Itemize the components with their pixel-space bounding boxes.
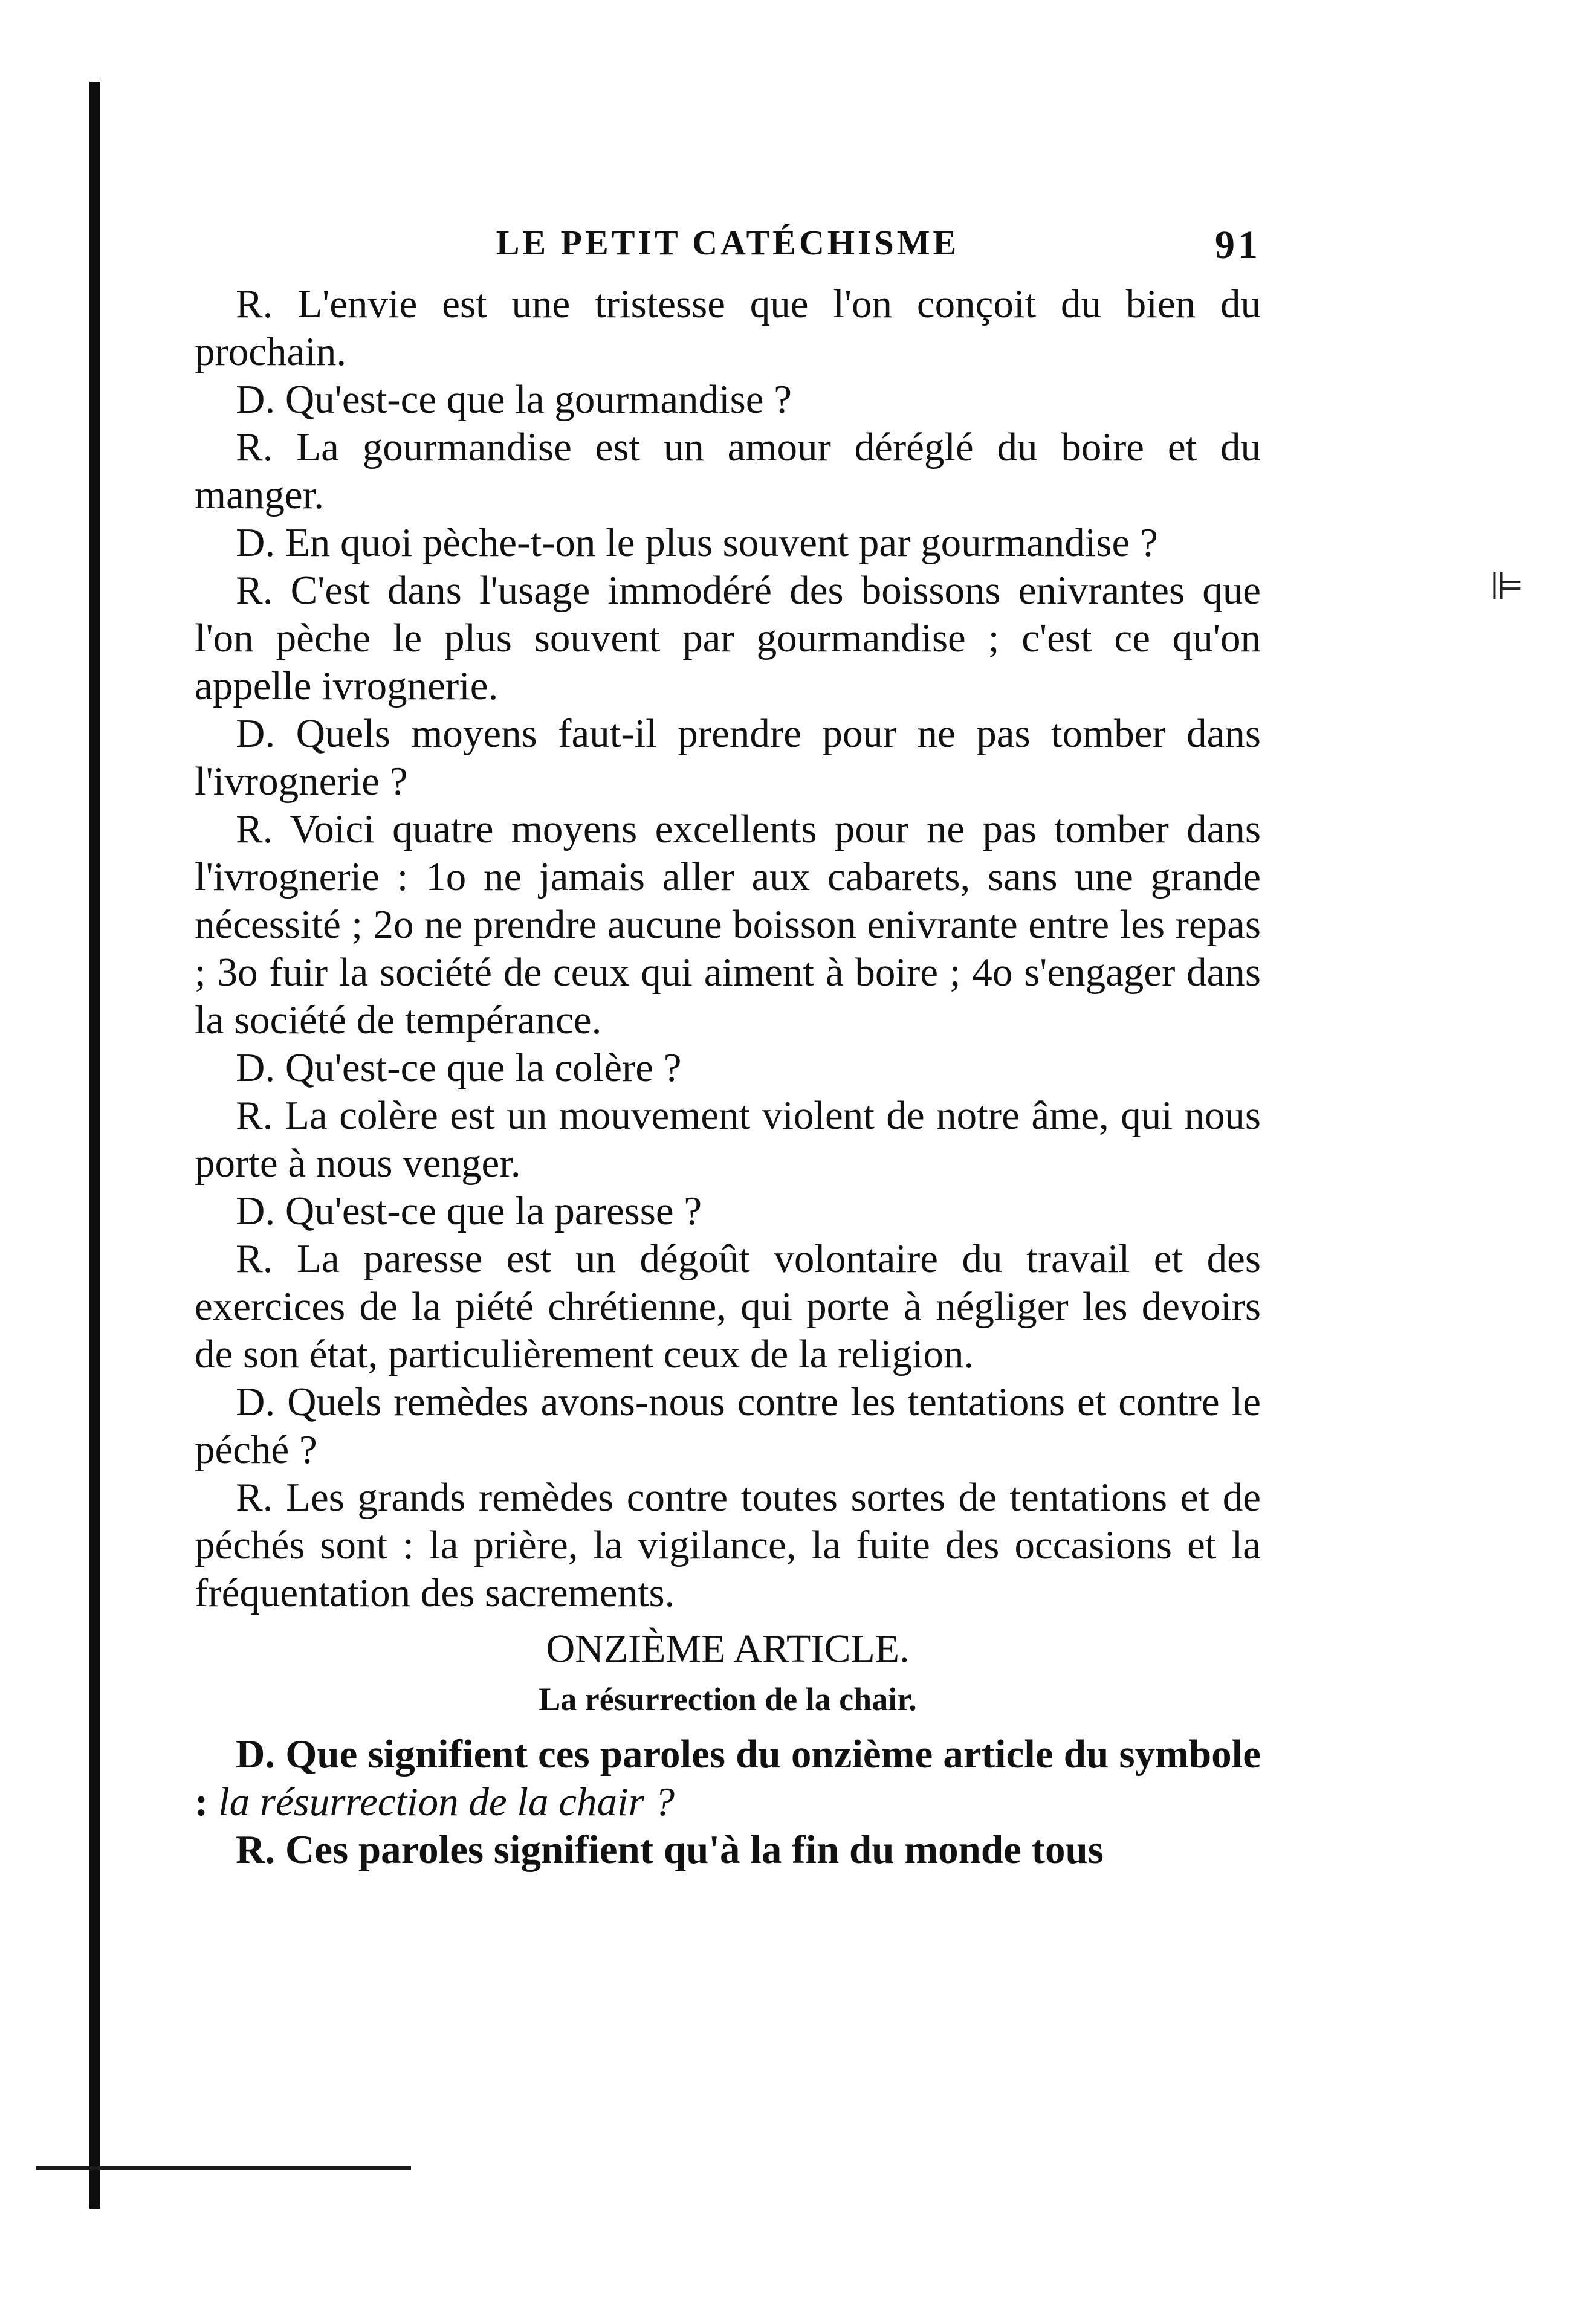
margin-mark: ⊫ (1490, 564, 1521, 608)
paragraph: D. Quels moyens faut-il prendre pour ne pas tomber dans l'ivrognerie ? (195, 711, 1261, 804)
paragraph: D. Qu'est-ce que la colère ? (236, 1045, 682, 1090)
running-title: LE PETIT CATÉCHISME (496, 223, 960, 262)
paragraph: R. La gourmandise est un amour déréglé du boire et du manger. (195, 425, 1261, 517)
running-head (195, 222, 1261, 280)
paragraph: R. L'envie est une tristesse que l'on conçoit du bien du prochain. (195, 282, 1261, 374)
paragraph: R. Voici quatre moyens excellents pour ne pas tomber dans l'ivrognerie : 1o ne jamais aller aux cabarets, sans une grande nécessité ; 2o ne prendre aucune boisson enivrante entre les repas ; 3o fuir la société de ceux qui aiment à boire ; 4o s'engager dans la société de tempérance. (195, 807, 1261, 1042)
bottom-edge-rule (36, 2166, 411, 2170)
paragraph: R. La colère est un mouvement violent de notre âme, qui nous porte à nous venger. (195, 1093, 1261, 1186)
paragraph: R. C'est dans l'usage immodéré des boissons enivrantes que l'on pèche le plus souvent par gourmandise ; c'est ce qu'on appelle ivrognerie. (195, 568, 1261, 708)
final-question (195, 1731, 1261, 1826)
page-body (195, 280, 1261, 1874)
final-question-text: D. Que signifient ces paroles du onzième article du symbole : (195, 1732, 1261, 1824)
book-page (195, 222, 1261, 1874)
paragraph: D. En quoi pèche-t-on le plus souvent par gourmandise ? (236, 520, 1158, 565)
page-binding-edge (89, 82, 100, 2209)
section-heading: ONZIÈME ARTICLE. (546, 1627, 910, 1671)
final-answer: R. Ces paroles signifient qu'à la fin du monde tous (236, 1827, 1104, 1872)
final-question-italic: la résurrection de la chair ? (218, 1780, 675, 1824)
page-number: 91 (1215, 223, 1261, 267)
paragraph: D. Qu'est-ce que la gourmandise ? (236, 377, 792, 422)
paragraph: D. Quels remèdes avons-nous contre les tentations et contre le péché ? (195, 1380, 1261, 1472)
section-subheading: La résurrection de la chair. (539, 1681, 917, 1717)
paragraph: R. La paresse est un dégoût volontaire du travail et des exercices de la piété chrétienne, qui porte à négliger les devoirs de son état, particulièrement ceux de la religion. (195, 1236, 1261, 1377)
paragraph: D. Qu'est-ce que la paresse ? (236, 1189, 702, 1233)
paragraph: R. Les grands remèdes contre toutes sortes de tentations et de péchés sont : la prière, la vigilance, la fuite des occasions et la fréquentation des sacrements. (195, 1475, 1261, 1615)
